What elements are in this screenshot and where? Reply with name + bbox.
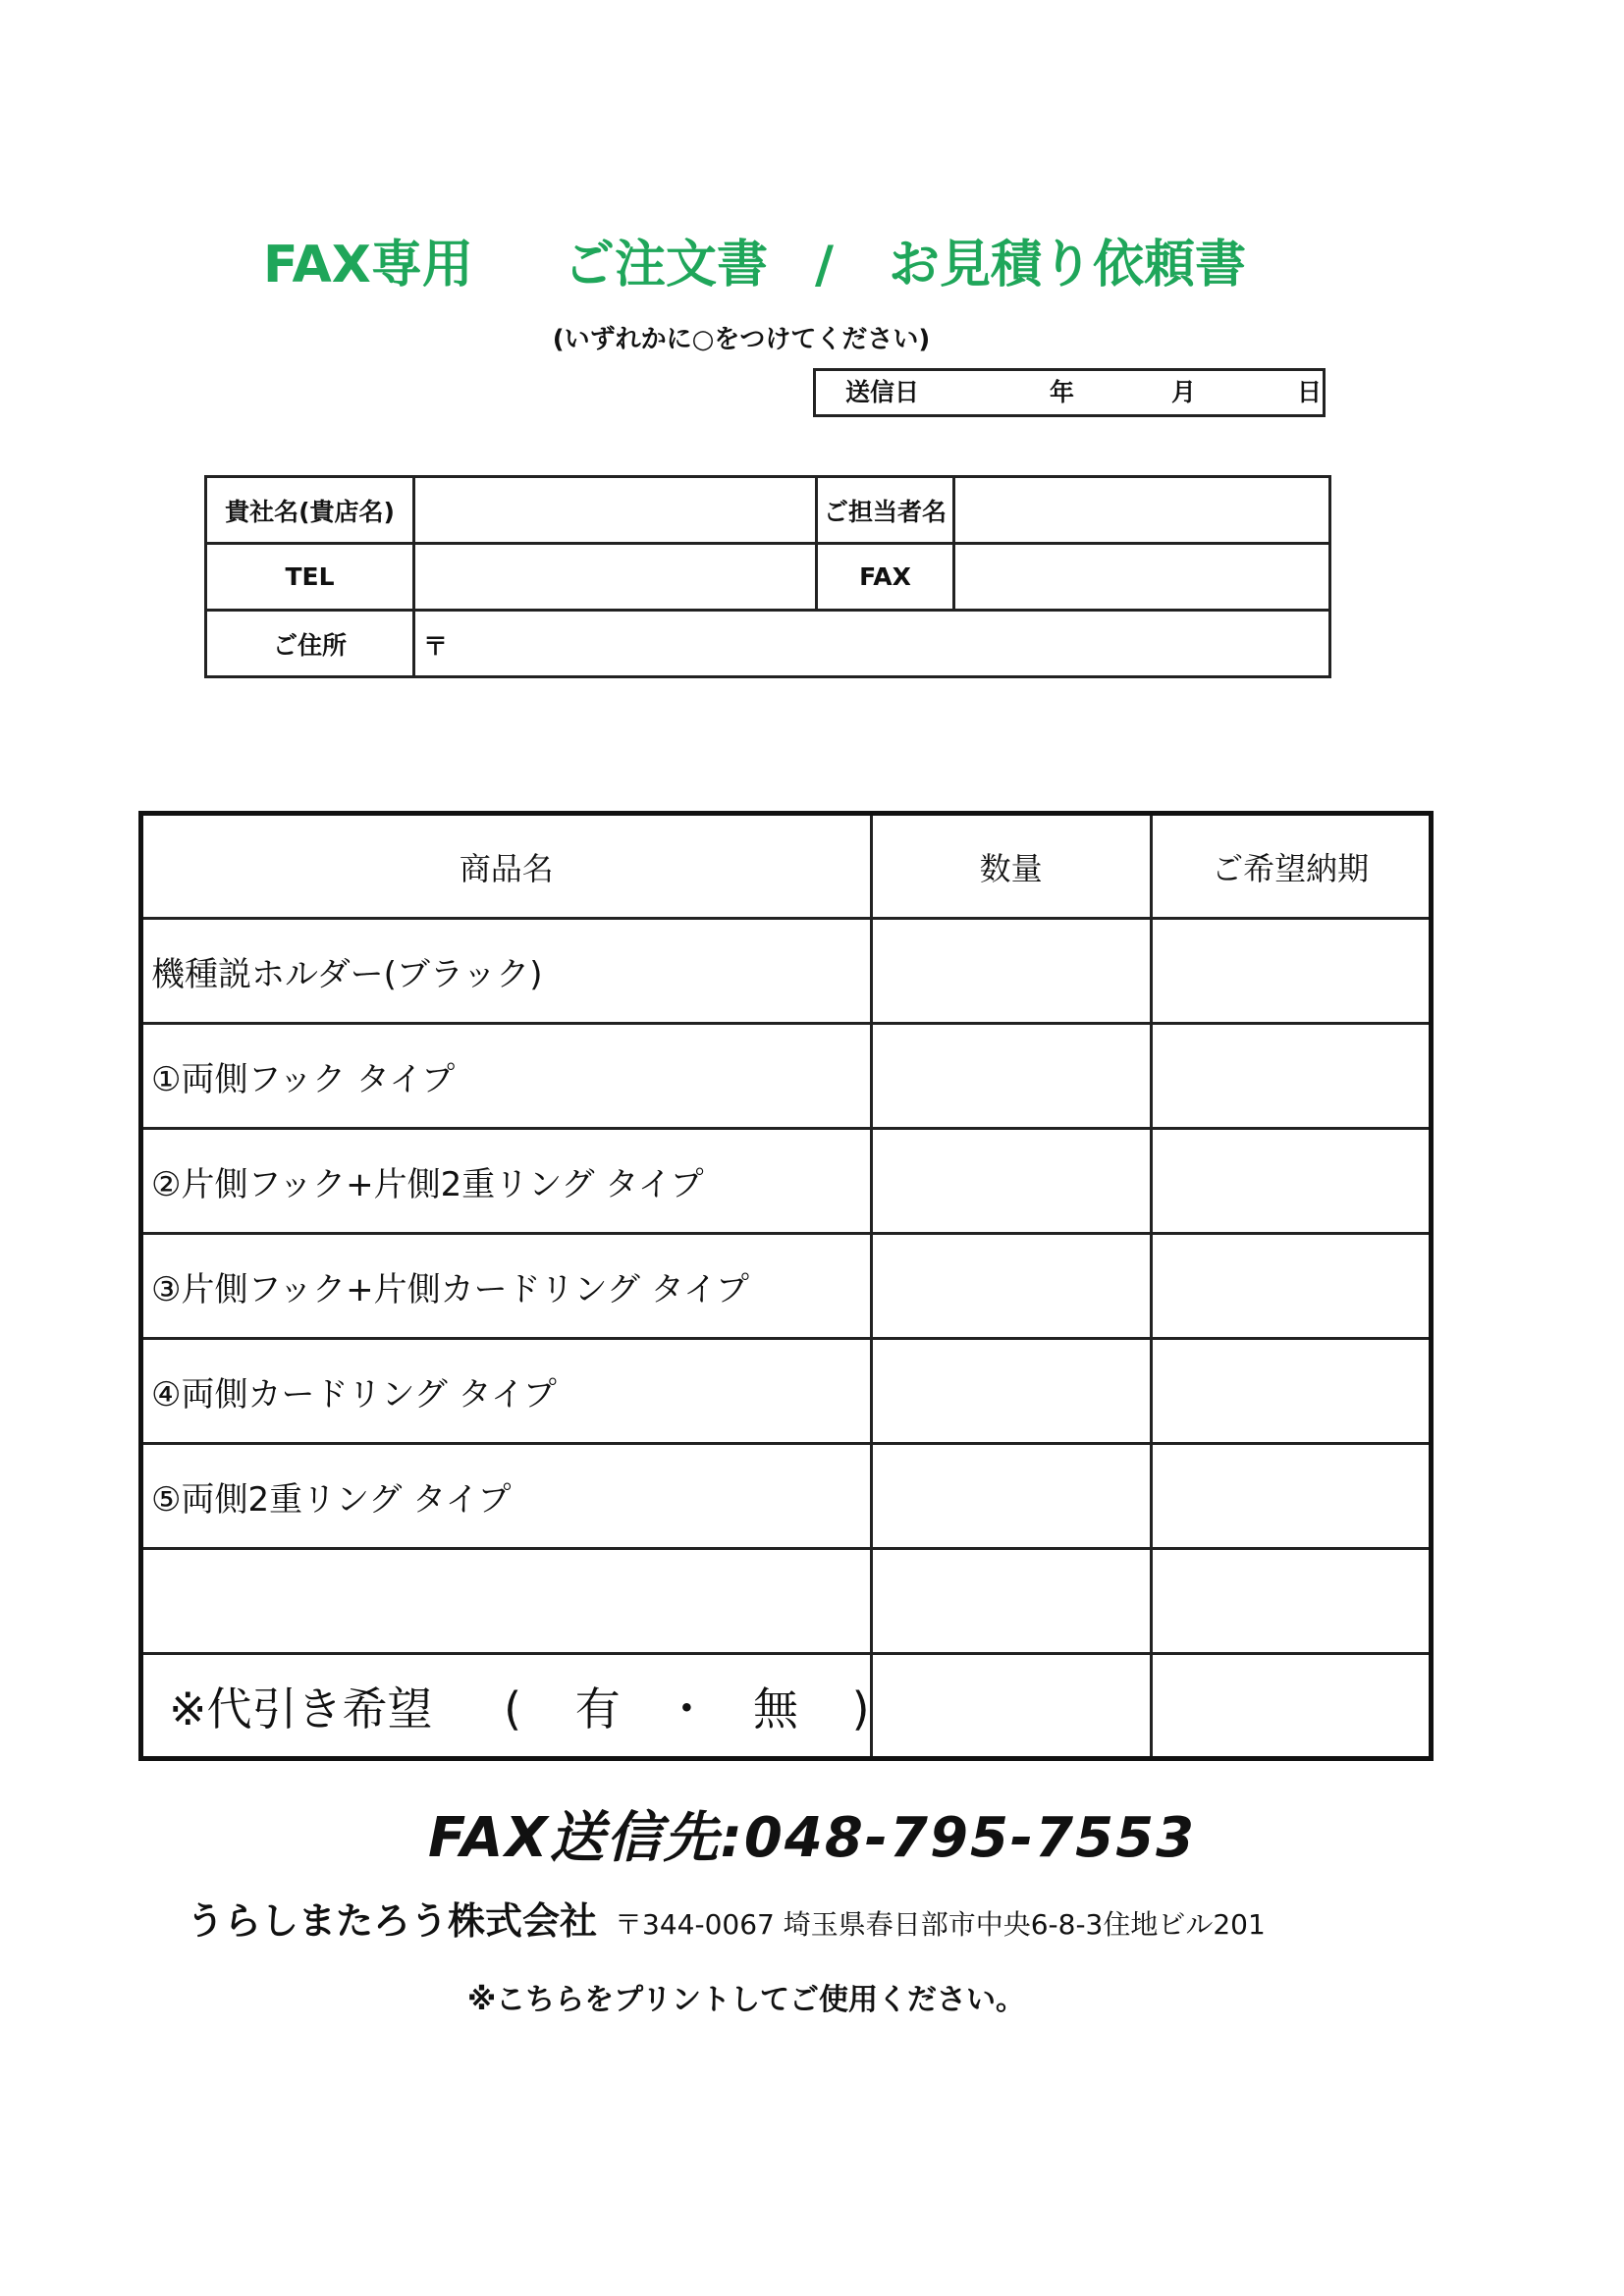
quantity-cell[interactable]: [871, 1549, 1151, 1654]
cod-separator: ・: [664, 1682, 710, 1735]
cod-open-paren: (: [504, 1682, 522, 1735]
quantity-cell[interactable]: [871, 1654, 1151, 1759]
fax-destination: FAX送信先:048-795-7553: [427, 1806, 1197, 1870]
delivery-date-cell[interactable]: [1151, 919, 1431, 1024]
print-note: ※こちらをプリントしてご使用ください。: [467, 1983, 1025, 2017]
title-slash: /: [815, 236, 834, 294]
delivery-date-cell[interactable]: [1151, 1654, 1431, 1759]
postal-mark: 〒: [423, 632, 449, 661]
title-quote-request: お見積り依頼書: [889, 236, 1247, 294]
company-name: うらしまたろう株式会社: [187, 1899, 598, 1943]
table-row: [141, 1549, 1432, 1654]
contact-person-label: ご担当者名: [817, 477, 954, 544]
contact-person-field[interactable]: [954, 477, 1330, 544]
cod-row: [141, 1654, 1432, 1759]
quantity-cell[interactable]: [871, 1129, 1151, 1234]
product-name-cell-blank[interactable]: [141, 1549, 872, 1654]
order-header-row: [141, 814, 1432, 919]
cod-option-no[interactable]: 無: [753, 1682, 798, 1735]
delivery-date-cell[interactable]: [1151, 1339, 1431, 1444]
table-row: [141, 1234, 1432, 1339]
table-row: [141, 1024, 1432, 1129]
delivery-date-cell[interactable]: [1151, 1234, 1431, 1339]
fax-label: FAX: [817, 544, 954, 611]
cod-request-cell: [141, 1654, 872, 1759]
send-date-label: 送信日: [845, 378, 920, 406]
address-label: ご住所: [206, 611, 414, 677]
cod-option-yes[interactable]: 有: [574, 1682, 621, 1735]
tel-field[interactable]: [414, 544, 817, 611]
cod-close-paren: ): [851, 1682, 870, 1735]
table-row: [141, 919, 1432, 1024]
customer-info-table: [204, 475, 1331, 678]
product-name-cell: ④両側カードリング タイプ: [141, 1339, 872, 1444]
quantity-cell[interactable]: [871, 1024, 1151, 1129]
column-header-quantity: 数量: [871, 814, 1151, 919]
title-fax-only: FAX専用: [263, 236, 473, 294]
product-name-cell: ②片側フック+片側2重リング タイプ: [141, 1129, 872, 1234]
delivery-date-cell[interactable]: [1151, 1444, 1431, 1549]
tel-label: TEL: [206, 544, 414, 611]
customer-row-address: [206, 611, 1330, 677]
customer-row-company: [206, 477, 1330, 544]
company-name-field[interactable]: [414, 477, 817, 544]
send-date-year: 年: [1050, 378, 1075, 406]
address-field[interactable]: [414, 611, 1330, 677]
send-date-box[interactable]: [813, 368, 1326, 417]
company-address: 〒344-0067 埼玉県春日部市中央6-8-3住地ビル201: [615, 1908, 1266, 1941]
quantity-cell[interactable]: [871, 1234, 1151, 1339]
product-name-cell: ⑤両側2重リング タイプ: [141, 1444, 872, 1549]
quantity-cell[interactable]: [871, 1444, 1151, 1549]
quantity-cell[interactable]: [871, 919, 1151, 1024]
product-name-cell: ①両側フック タイプ: [141, 1024, 872, 1129]
column-header-product: 商品名: [141, 814, 872, 919]
table-row: [141, 1339, 1432, 1444]
fax-field[interactable]: [954, 544, 1330, 611]
company-name-label: 貴社名(貴店名): [206, 477, 414, 544]
cod-label: ※代引き希望: [169, 1682, 433, 1735]
product-name-cell: 機種説ホルダー(ブラック): [141, 919, 872, 1024]
order-table: [138, 811, 1434, 1761]
table-row: [141, 1129, 1432, 1234]
product-name-cell: ③片側フック+片側カードリング タイプ: [141, 1234, 872, 1339]
company-info: [187, 1896, 1266, 1953]
delivery-date-cell[interactable]: [1151, 1129, 1431, 1234]
quantity-cell[interactable]: [871, 1339, 1151, 1444]
customer-row-phone: [206, 544, 1330, 611]
delivery-date-cell[interactable]: [1151, 1549, 1431, 1654]
send-date-day: 日: [1297, 378, 1323, 406]
table-row: [141, 1444, 1432, 1549]
circle-instruction: (いずれかに○をつけてください): [552, 325, 931, 354]
delivery-date-cell[interactable]: [1151, 1024, 1431, 1129]
title-order-form: ご注文書: [564, 236, 769, 294]
column-header-delivery-date: ご希望納期: [1151, 814, 1431, 919]
send-date-month: 月: [1171, 378, 1197, 406]
